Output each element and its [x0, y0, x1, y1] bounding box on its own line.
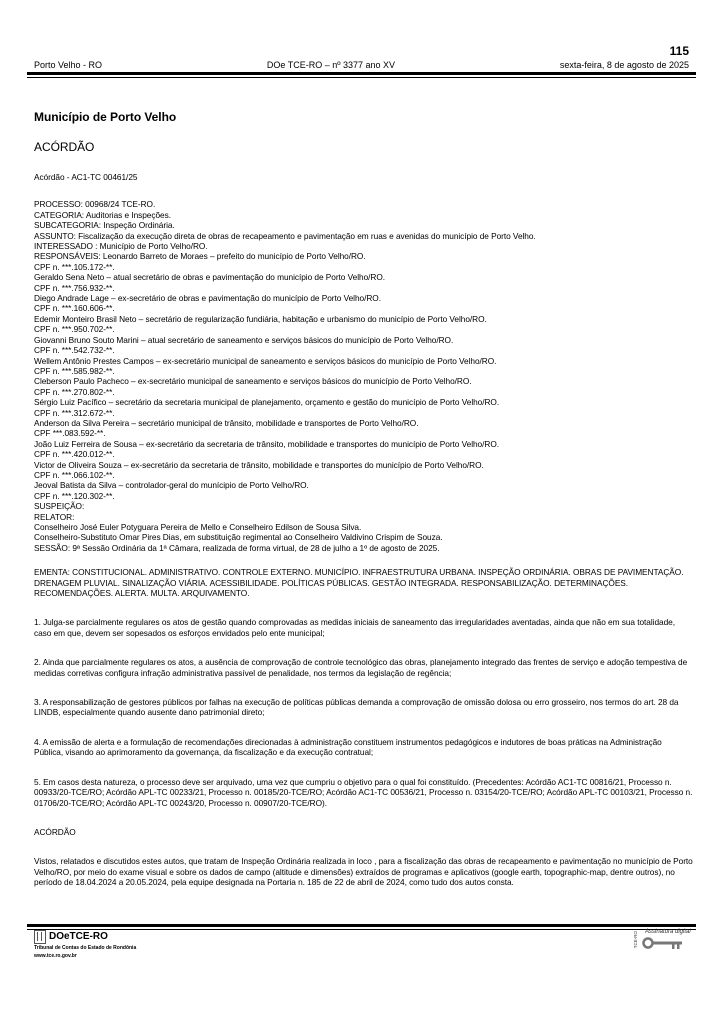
process-line: Giovanni Bruno Souto Marini – atual secretário de saneamento e serviços básicos do município de Porto Velho/RO. [34, 334, 454, 345]
process-line: CPF n. ***.756.932-**. [34, 282, 115, 293]
process-line: João Luiz Ferreira de Sousa – ex-secretário da secretaria de trânsito, mobilidade e transportes do município de Porto Velho/RO. [34, 438, 499, 449]
process-line: CPF n. ***.420.012-**. [34, 449, 115, 460]
process-line: Sérgio Luiz Pacífico – secretário da secretaria municipal de planejamento, orçamento e gestão do município de Porto Velho/RO. [34, 397, 500, 408]
process-line: Edemir Monteiro Brasil Neto – secretário de regularização fundiária, habitação e urbanismo do município de Porto Velho/RO. [34, 313, 487, 324]
process-line: Conselheiro-Substituto Omar Pires Dias, em substituição regimental ao Conselheiro Valdivino Crispim de Souza. [34, 532, 443, 543]
footer-url[interactable]: www.tce.ro.gov.br [34, 953, 77, 959]
process-line: CPF ***.083.592-**. [34, 428, 106, 439]
header-divider [27, 72, 696, 78]
key-icon [642, 936, 686, 950]
header-date: sexta-feira, 8 de agosto de 2025 [559, 60, 689, 70]
page-header [34, 60, 689, 71]
process-line: CATEGORIA: Auditorias e Inspeções. [34, 209, 171, 220]
process-line: CPF n. ***.066.102-**. [34, 469, 115, 480]
process-line: Victor de Oliveira Souza – ex-secretário da secretaria de trânsito, mobilidade e transportes do município de Porto Velho/RO. [34, 459, 484, 470]
ementa-item: 4. A emissão de alerta e a formulação de recomendações direcionadas à administração constituem instrumentos pedagógicos e indutores de boas práticas na Administração Pública, visando ao aprimoramento da governança, da fiscalização e da execução contratual; [34, 736, 662, 758]
acordao-id: Acórdão - AC1-TC 00461/25 [34, 172, 138, 182]
signature-side-label: TCE-RO [633, 931, 638, 949]
process-line: PROCESSO: 00968/24 TCE-RO. [34, 199, 156, 210]
process-line: RESPONSÁVEIS: Leonardo Barreto de Moraes – prefeito do município de Porto Velho/RO. [34, 251, 366, 262]
section-title: Município de Porto Velho [34, 110, 177, 124]
process-line: SESSÃO: 9ª Sessão Ordinária da 1ª Câmara, realizada de forma virtual, de 28 de julho a 1º de agosto de 2025. [34, 542, 440, 553]
footer-org: Tribunal de Contas do Estado de Rondônia [34, 945, 137, 951]
signature-label: Assinatura digital [645, 929, 691, 935]
process-line: Diego Andrade Lage – ex-secretário de obras e pavimentação do município de Porto Velho/RO. [34, 293, 381, 304]
ementa: EMENTA: CONSTITUCIONAL. ADMINISTRATIVO. CONTROLE EXTERNO. MUNICÍPIO. INFRAESTRUTURA URBANA. INSPEÇÃO ORDINÁRIA. OBRAS DE PAVIMENTAÇÃO. DRENAGEM PLUVIAL. SINALIZAÇÃO VIÁRIA. ACESSIBILIDADE. POLÍTICAS PÚBLICAS. GESTÃO INTEGRADA. RESPONSABILIZAÇÃO. DETERMINAÇÕES. RECOMENDAÇÕES. ALERTA. MULTA. ARQUIVAMENTO. [34, 567, 684, 599]
ementa-item: 5. Em casos desta natureza, o processo deve ser arquivado, uma vez que cumpriu o objetivo para o qual foi constituído. (Precedentes: Acórdão AC1-TC 00816/21, Processo n. 00933/20-TCE/RO; Acórdão APL-TC 00233/21, Processo n. 00185/20-TCE/RO; Acórdão AC1-TC 00536/21, Processo n. 03154/20-TCE/RO; Acórdão APL-TC 00103/21, Processo n. 01706/20-TCE/RO; Acórdão APL-TC 00243/20, Processo n. 00907/20-TCE/RO). [34, 776, 693, 808]
process-line: INTERESSADO : Município de Porto Velho/RO. [34, 241, 208, 252]
ementa-item: 3. A responsabilização de gestores públicos por falhas na execução de políticas públicas demanda a comprovação de omissão dolosa ou erro grosseiro, nos termos do art. 28 da LINDB, especialmente quando ausente dano patrimonial direto; [34, 697, 679, 718]
process-line: Jeoval Batista da Silva – controlador-geral do munícipio de Porto Velho/RO. [34, 480, 309, 491]
ementa-item: 2. Ainda que parcialmente regulares os atos, a ausência de comprovação de controle tecnológico das obras, planejamento integrado das frentes de serviço e adoção tempestiva de medidas corretivas configura infração administrativa passível de penalidade, nos termos da legislação de regência; [34, 657, 688, 678]
process-line: CPF n. ***.120.302-**. [34, 490, 115, 501]
process-line: CPF n. ***.950.702-**. [34, 324, 115, 335]
footer-branding [34, 930, 136, 960]
acordao-heading: ACÓRDÃO [34, 826, 76, 837]
process-line: ASSUNTO: Fiscalização da execução direta de obras de recapeamento e pavimentação em ruas e avenidas do município de Porto Velho. [34, 230, 536, 241]
header-location: Porto Velho - RO [34, 60, 103, 70]
process-line: CPF n. ***.542.732-**. [34, 345, 115, 356]
process-line: Wellem Antônio Prestes Campos – ex-secretário municipal de saneamento e serviços básicos do município de Porto Velho/RO. [34, 355, 497, 366]
process-line: CPF n. ***.160.606-**. [34, 303, 115, 314]
vistos-paragraph: Vistos, relatados e discutidos estes autos, que tratam de Inspeção Ordinária realizada in loco , para a fiscalização das obras de recapeamento e pavimentação no município de Porto Velho/RO, por meio do exame visual e sobre os dados de campo (altitude e dimensões) extraídos de programas e aplicativos (google earth, topographic-map, dentre outros), no período de 18.04.2024 a 20.05.2024, pela equipe designada na Portaria n. 185 de 22 de abril de 2024, como tudo dos autos consta. [34, 856, 693, 888]
process-line: Geraldo Sena Neto – atual secretário de obras e pavimentação do município de Porto Velho/RO. [34, 272, 385, 283]
process-details [34, 199, 693, 553]
process-line: CPF n. ***.312.672-**. [34, 407, 115, 418]
footer-brand-name: DOeTCE-RO [49, 931, 108, 942]
process-line: SUBCATEGORIA: Inspeção Ordinária. [34, 220, 175, 231]
document-type: ACÓRDÃO [34, 140, 95, 154]
process-line: SUSPEIÇÃO: [34, 501, 85, 512]
document-body [34, 110, 693, 907]
process-line: Anderson da Silva Pereira – secretário municipal de trânsito, mobilidade e transportes de Porto Velho/RO. [34, 417, 419, 428]
process-line: Cleberson Paulo Pacheco – ex-secretário municipal de saneamento e serviços básicos do município de Porto Velho/RO. [34, 376, 472, 387]
process-line: CPF n. ***.270.802-**. [34, 386, 115, 397]
ementa-item: 1. Julga-se parcialmente regulares os atos de gestão quando comprovadas as medidas iniciais de saneamento das irregularidades aventadas, ainda que não em sua totalidade, caso em que, devem ser sopesados os esforços envidados pelo ente municipal; [34, 617, 675, 638]
tce-logo-icon [34, 930, 46, 944]
page-number: 115 [669, 44, 689, 58]
process-line: CPF n. ***.105.172-**. [34, 261, 115, 272]
header-edition: DOe TCE-RO – nº 3377 ano XV [266, 60, 396, 70]
process-line: Conselheiro José Euler Potyguara Pereira de Mello e Conselheiro Edilson de Sousa Silva. [34, 522, 362, 532]
process-line: CPF n. ***.585.982-**. [34, 365, 115, 376]
digital-signature-seal [633, 929, 693, 949]
process-line: RELATOR: [34, 511, 75, 522]
